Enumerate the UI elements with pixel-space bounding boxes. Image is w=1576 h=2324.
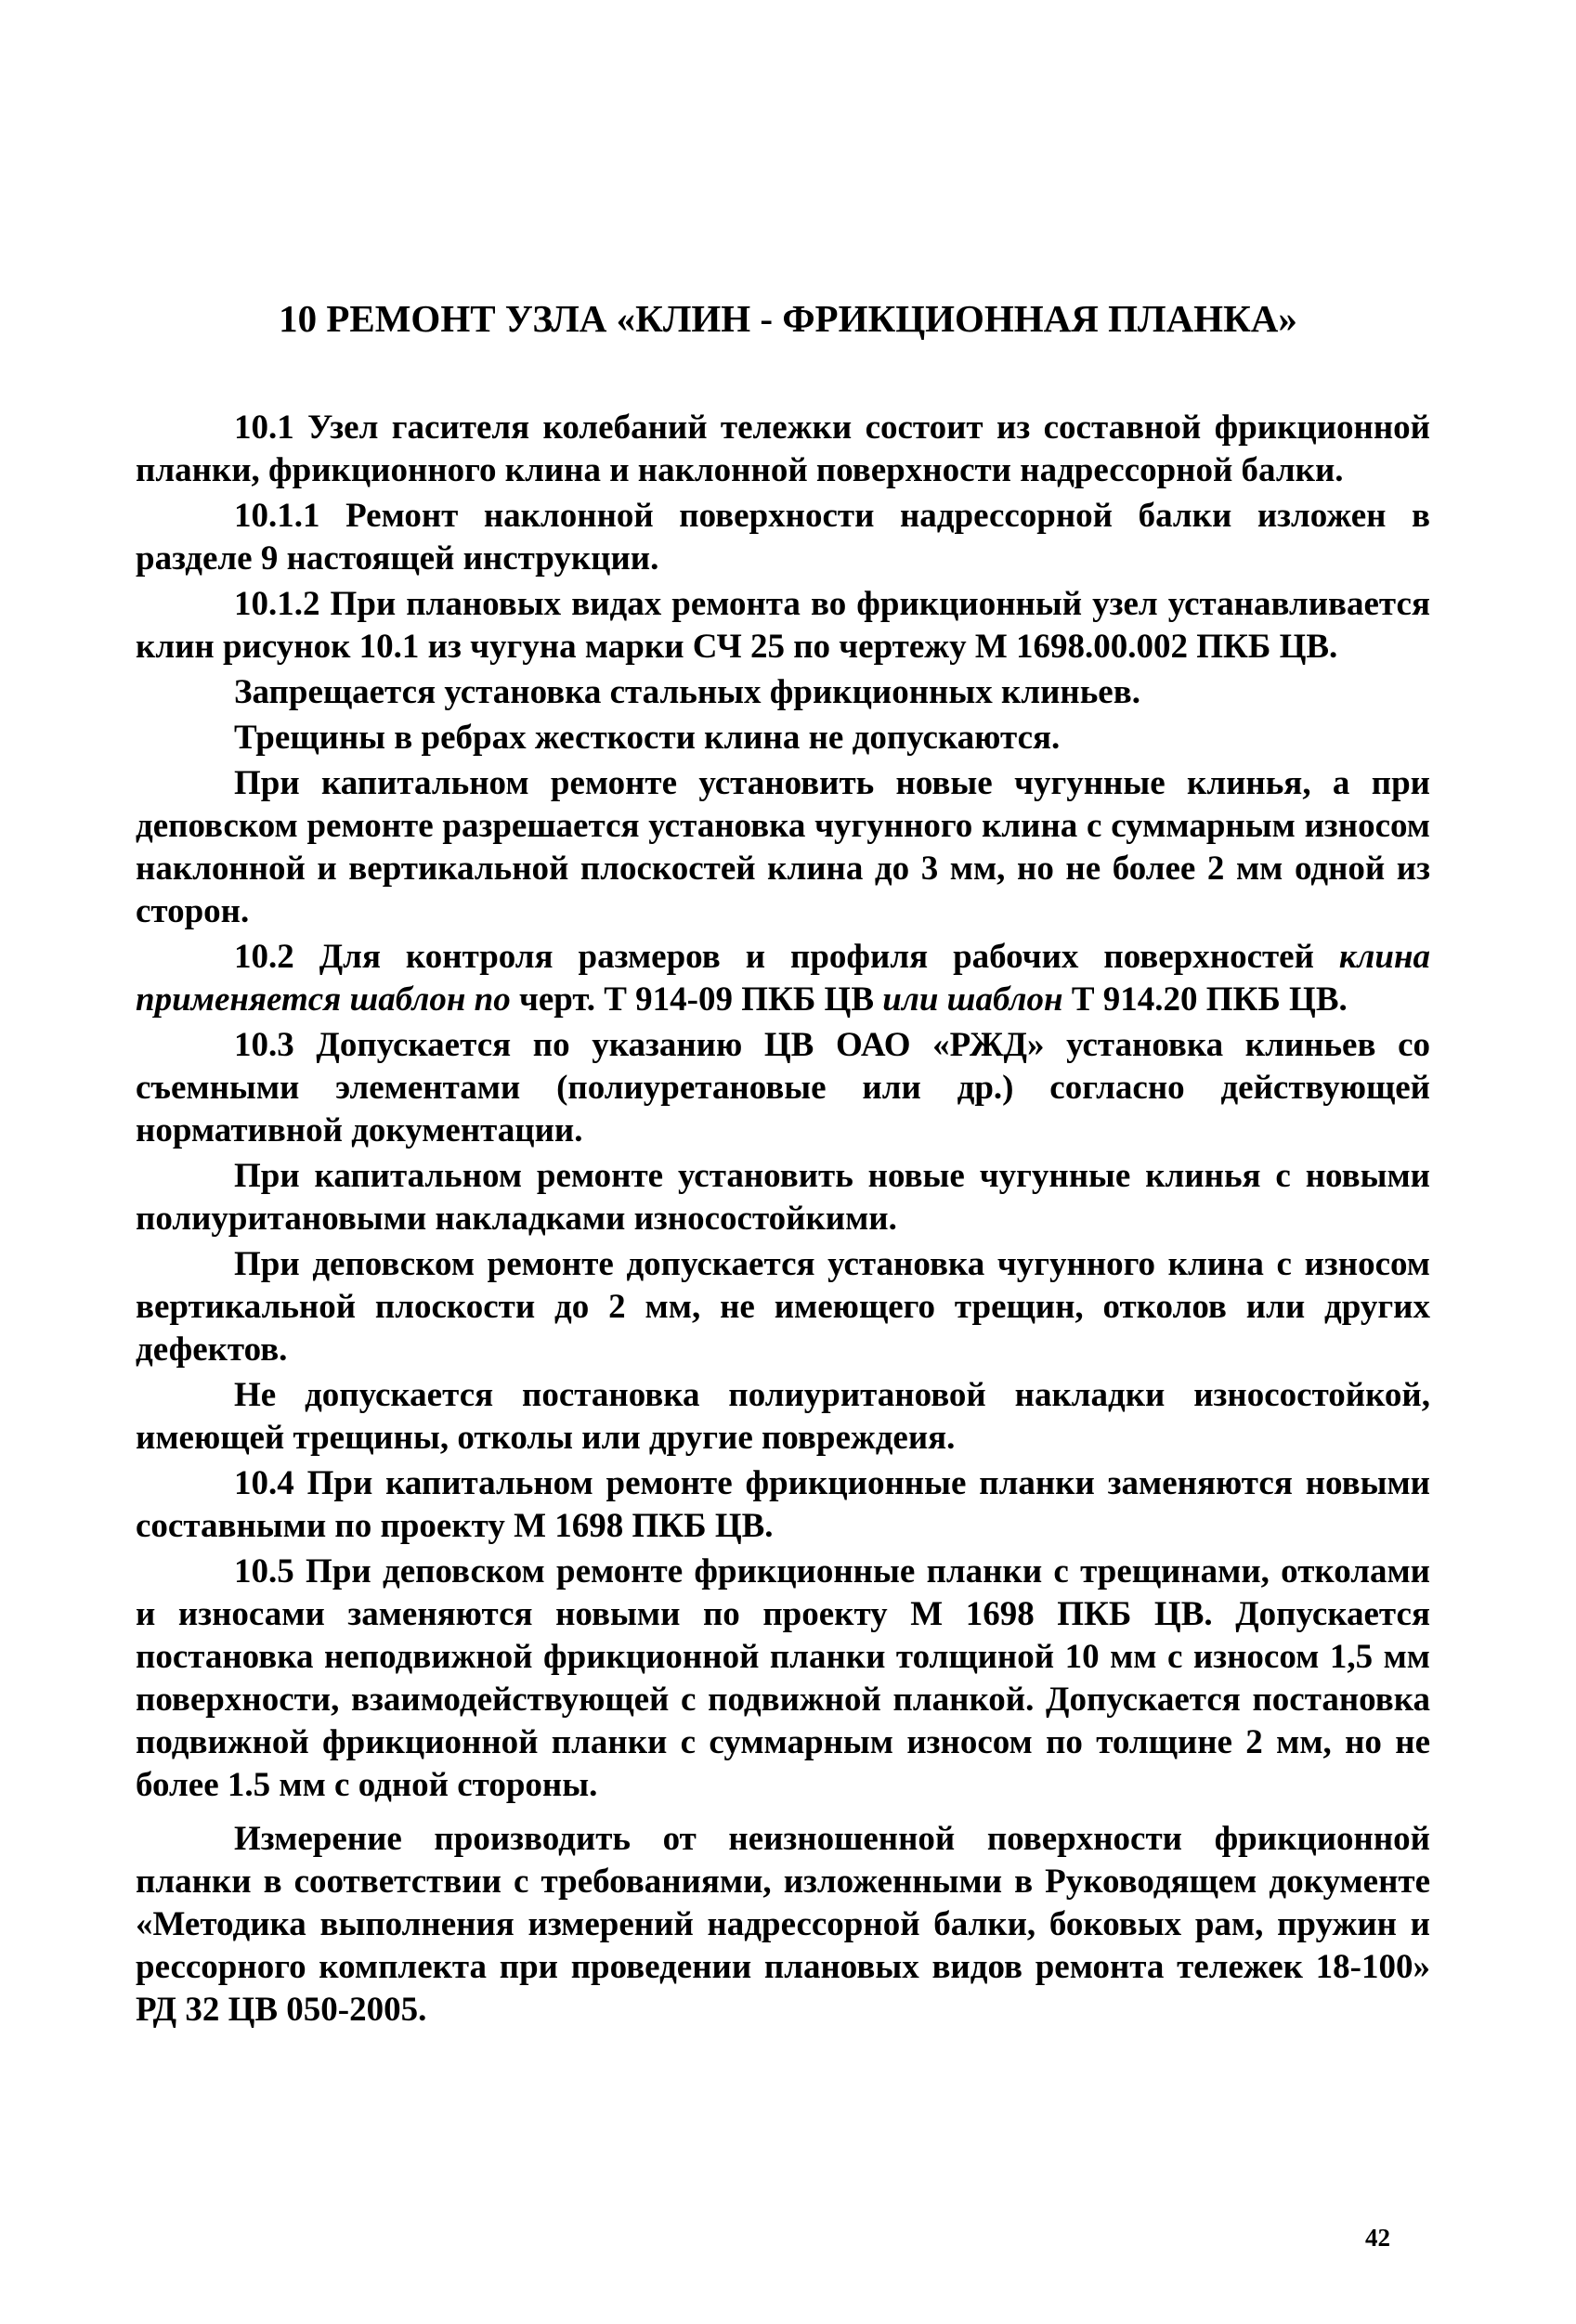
- paragraph-10-2: [136, 936, 1430, 1021]
- paragraph-10-1-2: 10.1.2 При плановых видах ремонта во фрикционный узел устанавливается клин рисунок 10.1 из чугуна марки СЧ 25 по чертежу М 1698.00.002 ПКБ ЦВ.: [136, 585, 1430, 666]
- section-body: [136, 407, 1430, 2034]
- paragraph-10-2-start: 10.2 Для контроля размеров и профиля рабочих поверхностей: [234, 938, 1314, 976]
- paragraph-10-3: 10.3 Допускается по указанию ЦВ ОАО «РЖД» установка клиньев со съемными элементами (полиуретановые или др.) согласно действующей нормативной документации.: [136, 1026, 1430, 1149]
- paragraph-steel-wedges-forbidden: Запрещается установка стальных фрикционных клиньев.: [234, 673, 1140, 711]
- paragraph-10-2-end: Т 914.20 ПКБ ЦВ.: [1071, 980, 1348, 1019]
- paragraph-10-5: 10.5 При деповском ремонте фрикционные планки с трещинами, отколами и износами заменяются новыми по проекту М 1698 ПКБ ЦВ. Допускается постановка неподвижной фрикционной планки толщиной 10 мм с износом 1,5 мм поверхности, взаимодействующей с подвижной планкой. Допускается постановка подвижной фрикционной планки с суммарным износом по толщине 2 мм, но не более 1.5 мм с одной стороны.: [136, 1552, 1430, 1804]
- paragraph-cracks-not-allowed: Трещины в ребрах жесткости клина не допускаются.: [234, 719, 1061, 757]
- page-number: 42: [1365, 2224, 1390, 2252]
- paragraph-depot-repair-wedge: При деповском ремонте допускается установка чугунного клина с износом вертикальной плоскости до 2 мм, не имеющего трещин, отколов или других дефектов.: [136, 1245, 1430, 1369]
- paragraph-10-1: 10.1 Узел гасителя колебаний тележки состоит из составной фрикционной планки, фрикционного клина и наклонной поверхности надрессорной балки.: [136, 409, 1430, 489]
- paragraph-capital-repair-wedges: При капитальном ремонте установить новые чугунные клинья, а при деповском ремонте разрешается установка чугунного клина с суммарным износом наклонной и вертикальной плоскостей клина до 3 мм, но не более 2 мм одной из сторон.: [136, 764, 1430, 930]
- paragraph-10-2-italic-c: или шаблон: [882, 980, 1063, 1019]
- paragraph-measurement: Измерение производить от неизношенной поверхности фрикционной планки в соответствии с требованиями, изложенными в Руководящем документе «Методика выполнения измерений надрессорной балки, боковых рам, пружин и рессорного комплекта при проведении плановых видов ремонта тележек 18-100» РД 32 ЦВ 050-2005.: [136, 1820, 1430, 2029]
- section-title: 10 РЕМОНТ УЗЛА «КЛИН - ФРИКЦИОННАЯ ПЛАНКА»: [279, 297, 1297, 340]
- paragraph-10-2-drawing: черт. Т 914-09 ПКБ ЦВ: [518, 980, 875, 1019]
- paragraph-10-2-italic-a: клина применяется шаблон по: [136, 938, 1430, 1019]
- paragraph-10-1-1: 10.1.1 Ремонт наклонной поверхности надрессорной балки изложен в разделе 9 настоящей инструкции.: [136, 497, 1430, 578]
- paragraph-capital-repair-polyurethane: При капитальном ремонте установить новые чугунные клинья с новыми полиуритановыми накладками износостойкими.: [136, 1157, 1430, 1238]
- paragraph-10-4: 10.4 При капитальном ремонте фрикционные планки заменяются новыми составными по проекту М 1698 ПКБ ЦВ.: [136, 1464, 1430, 1545]
- paragraph-pad-not-allowed: Не допускается постановка полиуритановой накладки износостойкой, имеющей трещины, отколы или другие повреждеия.: [136, 1376, 1430, 1457]
